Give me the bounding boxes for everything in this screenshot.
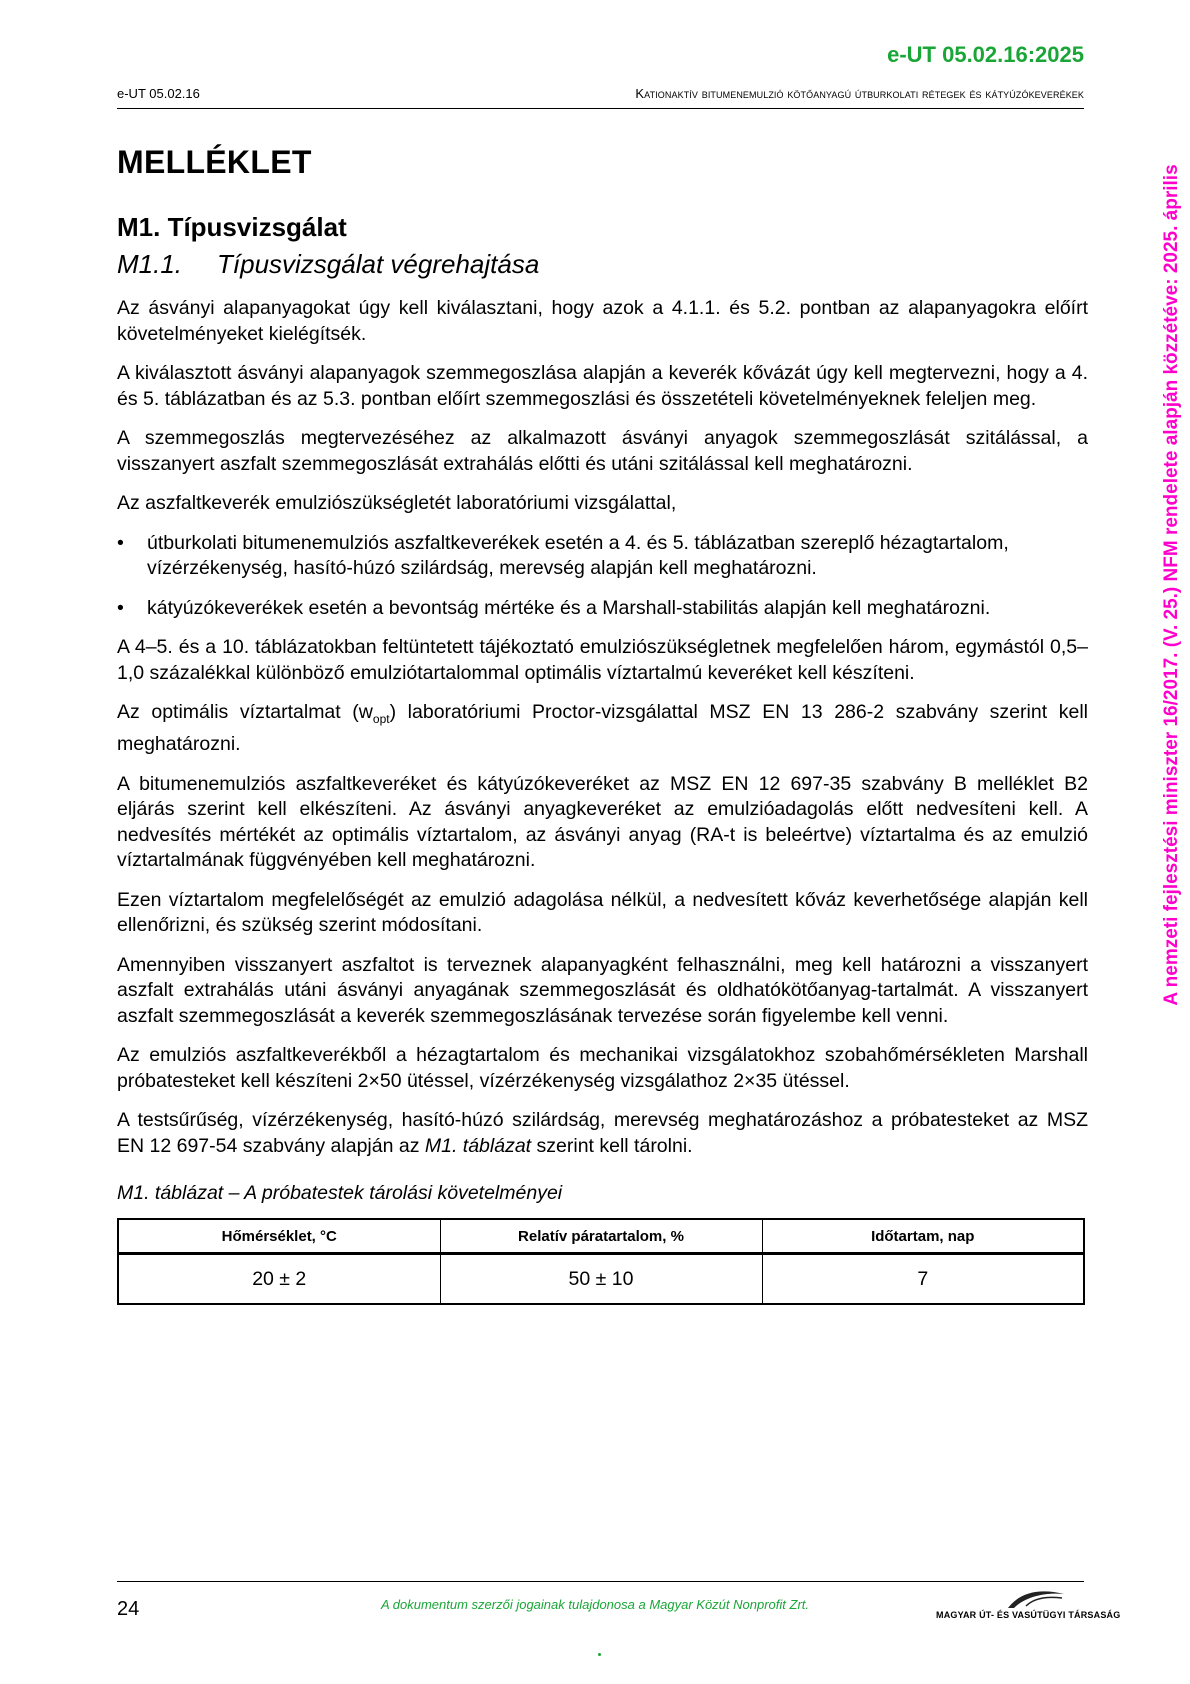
annex-title: MELLÉKLET xyxy=(117,144,312,180)
table-reference: M1. táblázat xyxy=(424,1134,532,1157)
table-cell: 50 ± 10 xyxy=(440,1254,762,1305)
paragraph: Ezen víztartalom megfelelőségét az emulzió adagolása nélkül, a nedvesített kőváz keverhetősége alapján kell ellenőrizni, és szükség szerint módosítani. xyxy=(117,888,1088,937)
paragraph xyxy=(117,1108,1088,1159)
subsection-number: M1.1. xyxy=(117,249,183,279)
table-header-cell: Relatív páratartalom, % xyxy=(440,1219,762,1254)
table-header-cell: Hőmérséklet, °C xyxy=(118,1219,440,1254)
main-content xyxy=(117,140,1088,1305)
paragraph: Az aszfaltkeverék emulziószükségletét laboratóriumi vizsgálattal, xyxy=(117,492,677,514)
paragraph: A bitumenemulziós aszfaltkeveréket és kátyúzókeveréket az MSZ EN 12 697-35 szabvány B melléklet B2 eljárás szerint kell elkészíteni. Az ásványi anyagkeveréket az emulzióadagolás előtt nedvesíteni kell. A nedvesítés mértékét az optimális víztartalom, az ásványi anyag (RA-t is beleértve) víztartalma és az emulzió víztartalmának függvényében kell meghatározni. xyxy=(117,772,1088,872)
bullet-marker: • xyxy=(117,596,124,619)
paragraph: A 4–5. és a 10. táblázatokban feltüntetett tájékoztató emulziószükségletnek megfelelően három, egymástól 0,5–1,0 százalékkal különböző emulziótartalommal optimális víztartalmú keveréket kell készíteni. xyxy=(117,636,1088,684)
paragraph-text: Az optimális víztartalmat (w xyxy=(117,701,373,723)
bullet-item xyxy=(117,531,1088,582)
table-header-cell: Időtartam, nap xyxy=(762,1219,1084,1254)
table-row xyxy=(118,1254,1084,1305)
paragraph: A kiválasztott ásványi alapanyagok szemmegoszlása alapján a keverék kővázát úgy kell megtervezni, hogy a 4. és 5. táblázatban és az 5.3. pontban előírt szemmegoszlási és összetételi követelményeknek feleljen meg. xyxy=(117,362,1088,410)
bullet-marker: • xyxy=(117,531,124,554)
paragraph-text: ) laboratóriumi Proctor-vizsgálattal MSZ EN 13 286-2 szabvány szerint kell meghatározni. xyxy=(117,701,1088,756)
section-title: M1. Típusvizsgálat xyxy=(117,212,347,242)
paragraph: A szemmegoszlás megtervezéséhez az alkalmazott ásványi anyagok szemmegoszlását szitálással, a visszanyert aszfalt szemmegoszlását extrahálás előtti és utáni szitálással kell meghatározni. xyxy=(117,427,1088,475)
subsection-title: Típusvizsgálat végrehajtása xyxy=(217,249,540,279)
society-logo xyxy=(936,1588,1121,1624)
page-number: 24 xyxy=(117,1598,140,1620)
logo-text: MAGYAR ÚT- ÉS VASÚTÜGYI TÁRSASÁG xyxy=(936,1610,1121,1620)
decorative-dot xyxy=(598,1653,601,1656)
paragraph-text: szerint kell tárolni. xyxy=(531,1134,693,1157)
table-header-row xyxy=(118,1219,1084,1254)
running-header xyxy=(117,86,1084,109)
header-doc-id: e-UT 05.02.16 xyxy=(117,86,200,101)
paragraph: Az ásványi alapanyagokat úgy kell kiválasztani, hogy azok a 4.1.1. és 5.2. pontban az alapanyagokra előírt követelményeket kielégítsék. xyxy=(117,297,1088,345)
bullet-item xyxy=(117,596,1088,622)
bullet-text: kátyúzókeverékek esetén a bevontság mértéke és a Marshall-stabilitás alapján kell meghatározni. xyxy=(147,596,991,619)
paragraph: Amennyiben visszanyert aszfaltot is terveznek alapanyagként felhasználni, meg kell határozni a visszanyert aszfalt extrahálás utáni ásványi anyagának szemmegoszlását és oldhatókötőanyag-tartalmát. A visszanyert aszfalt szemmegoszlását a keverék szemmegoszlásának tervezése során figyelembe kell venni. xyxy=(117,953,1088,1027)
header-doc-title: Kationaktív bitumenemulzió kötőanyagú útburkolati rétegek és kátyúzókeverékek xyxy=(635,86,1084,101)
road-swoosh-icon xyxy=(1006,1588,1066,1610)
storage-requirements-table xyxy=(117,1218,1085,1305)
bullet-text: útburkolati bitumenemulziós aszfaltkeverékek esetén a 4. és 5. táblázatban szereplő hézagtartalom, vízérzékenység, hasító-húzó szilárdság, merevség alapján kell meghatározni. xyxy=(147,531,1009,579)
paragraph: Az emulziós aszfaltkeverékből a hézagtartalom és mechanikai vizsgálatokhoz szobahőmérsékleten Marshall próbatesteket kell készíteni 2×50 ütéssel, vízérzékenység vizsgálathoz 2×35 ütéssel. xyxy=(117,1044,1088,1092)
publication-side-note: A nemzeti fejlesztési miniszter 16/2017. (V. 25.) NFM rendelete alapján közzétéve: 2025. április xyxy=(1161,164,1182,1006)
table-cell: 20 ± 2 xyxy=(118,1254,440,1305)
table-caption: M1. táblázat – A próbatestek tárolási követelményei xyxy=(117,1182,563,1205)
document-code: e-UT 05.02.16:2025 xyxy=(887,42,1084,67)
table-cell: 7 xyxy=(762,1254,1084,1305)
bullet-list xyxy=(117,531,1088,622)
paragraph-text: A testsűrűség, vízérzékenység, hasító-húzó szilárdság, merevség meghatározáshoz a próbatesteket az MSZ EN 12 697-54 szabvány alapján az xyxy=(117,1109,1088,1157)
subscript: opt xyxy=(372,711,390,726)
copyright-notice: A dokumentum szerzői jogainak tulajdonosa a Magyar Közút Nonprofit Zrt. xyxy=(380,1597,809,1612)
paragraph xyxy=(117,700,1088,758)
footer-divider xyxy=(117,1581,1084,1582)
subsection-heading xyxy=(117,246,1088,282)
